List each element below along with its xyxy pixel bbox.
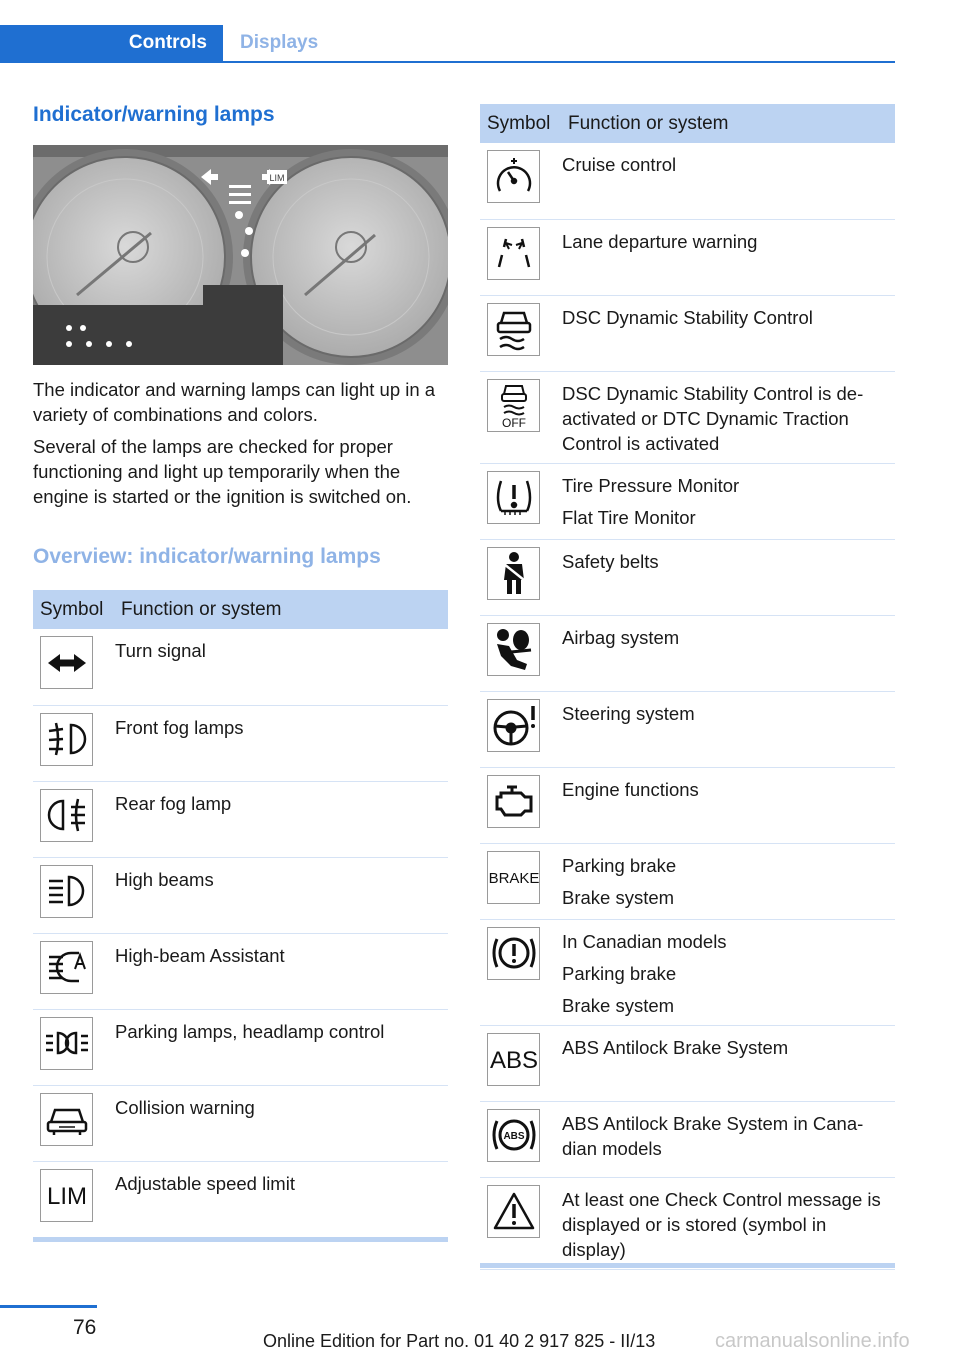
row-text: Brake system [562, 886, 675, 908]
svg-text:ABS: ABS [489, 1047, 538, 1074]
table-row [480, 143, 895, 219]
svg-text:ABS: ABS [502, 1131, 525, 1142]
row-text: High-beam Assistant [115, 944, 285, 966]
table-row [480, 1101, 895, 1177]
row-text: DSC Dynamic Stability Control is de-activated or DTC Dynamic Traction Control is activated [562, 382, 864, 454]
table-row [33, 1085, 448, 1161]
table-row [33, 1009, 448, 1085]
safety-belt-icon [487, 547, 540, 600]
function-header: Function or system [561, 104, 895, 143]
collision-warning-icon [40, 1093, 93, 1146]
svg-text:LIM: LIM [269, 173, 285, 183]
row-text: Airbag system [562, 626, 680, 648]
tab-controls[interactable]: Controls [0, 25, 223, 61]
row-text: Flat Tire Monitor [562, 506, 696, 528]
high-beam-assistant-icon [40, 941, 93, 994]
row-text: ABS Antilock Brake System in Cana-dian models [562, 1112, 864, 1159]
function-header: Function or system [114, 590, 448, 629]
table-row [33, 629, 448, 705]
row-text: Turn signal [115, 640, 206, 661]
abs-text-icon [487, 1033, 540, 1086]
tab-displays[interactable]: Displays [240, 32, 319, 53]
brake-circle-icon [487, 927, 540, 980]
row-text: Safety belts [562, 550, 659, 572]
intro-paragraph-2: Several of the lamps are checked for proper functioning and light up temporarily when the engine is started or the ignition is switched on. [33, 436, 412, 507]
watermark: carmanualsonline.info [715, 1330, 910, 1352]
row-text: Lane departure warning [562, 230, 758, 252]
row-text: Collision warning [115, 1096, 255, 1118]
footer-text: Online Edition for Part no. 01 40 2 917 825 - II/13 [263, 1331, 656, 1351]
row-text: Steering system [562, 702, 695, 724]
left-indicator-table [33, 590, 448, 1238]
intro-paragraph-1: The indicator and warning lamps can light up in a variety of combinations and colors. [33, 379, 436, 425]
brake-text-icon [487, 851, 540, 904]
rear-fog-lamp-icon [40, 789, 93, 842]
row-text: Parking brake [562, 962, 677, 984]
table-row [480, 843, 895, 919]
row-text: Adjustable speed limit [115, 1172, 295, 1194]
instrument-cluster-image [33, 145, 448, 365]
table-row [480, 615, 895, 691]
row-text: Tire Pressure Monitor [562, 474, 740, 496]
speed-limit-icon [40, 1169, 93, 1222]
svg-text:LIM: LIM [46, 1183, 87, 1210]
right-table-end [480, 1263, 895, 1268]
tire-pressure-icon [487, 471, 540, 524]
table-row [33, 1161, 448, 1237]
table-row [33, 781, 448, 857]
airbag-icon [487, 623, 540, 676]
table-row [480, 295, 895, 371]
steering-icon [487, 699, 540, 752]
symbol-header: Symbol [33, 590, 114, 629]
table-row [480, 371, 895, 463]
symbol-header: Symbol [480, 104, 561, 143]
row-text: Cruise control [562, 154, 677, 175]
row-text: At least one Check Control message is displayed or is stored (symbol in display) [562, 1188, 881, 1260]
abs-circle-icon [487, 1109, 540, 1162]
dsc-off-icon [487, 379, 540, 432]
table-row [480, 1177, 895, 1269]
turn-signal-icon [40, 636, 93, 689]
table-row [480, 463, 895, 539]
check-control-icon [487, 1185, 540, 1238]
row-text: Front fog lamps [115, 716, 244, 738]
table-row [33, 857, 448, 933]
table-row [480, 767, 895, 843]
page-number-rule [0, 1305, 97, 1308]
row-text: Brake system [562, 994, 675, 1016]
row-text: High beams [115, 868, 214, 890]
table-row [33, 933, 448, 1009]
row-text: Parking brake [562, 854, 677, 876]
front-fog-lamps-icon [40, 713, 93, 766]
section-title: Indicator/warning lamps [33, 103, 275, 126]
engine-icon [487, 775, 540, 828]
row-text: Parking lamps, headlamp control [115, 1020, 385, 1042]
high-beams-icon [40, 865, 93, 918]
page-number: 76 [73, 1316, 97, 1339]
table-row [33, 705, 448, 781]
left-table-end [33, 1237, 448, 1242]
svg-text:OFF: OFF [501, 416, 526, 428]
table-row [480, 539, 895, 615]
table-row [480, 691, 895, 767]
svg-text:BRAKE: BRAKE [488, 870, 539, 887]
lane-departure-icon [487, 227, 540, 280]
table-row [480, 219, 895, 295]
parking-lamps-icon [40, 1017, 93, 1070]
row-text: ABS Antilock Brake System [562, 1036, 789, 1058]
right-indicator-table [480, 104, 895, 1270]
table-row [480, 919, 895, 1025]
row-text: Engine functions [562, 778, 699, 800]
subsection-title: Overview: indicator/warning lamps [33, 545, 381, 568]
row-text: In Canadian models [562, 930, 727, 952]
table-row [480, 1025, 895, 1101]
cruise-control-icon [487, 150, 540, 203]
header-bar [0, 25, 895, 63]
row-text: DSC Dynamic Stability Control [562, 306, 813, 328]
row-text: Rear fog lamp [115, 792, 232, 814]
dsc-icon [487, 303, 540, 356]
